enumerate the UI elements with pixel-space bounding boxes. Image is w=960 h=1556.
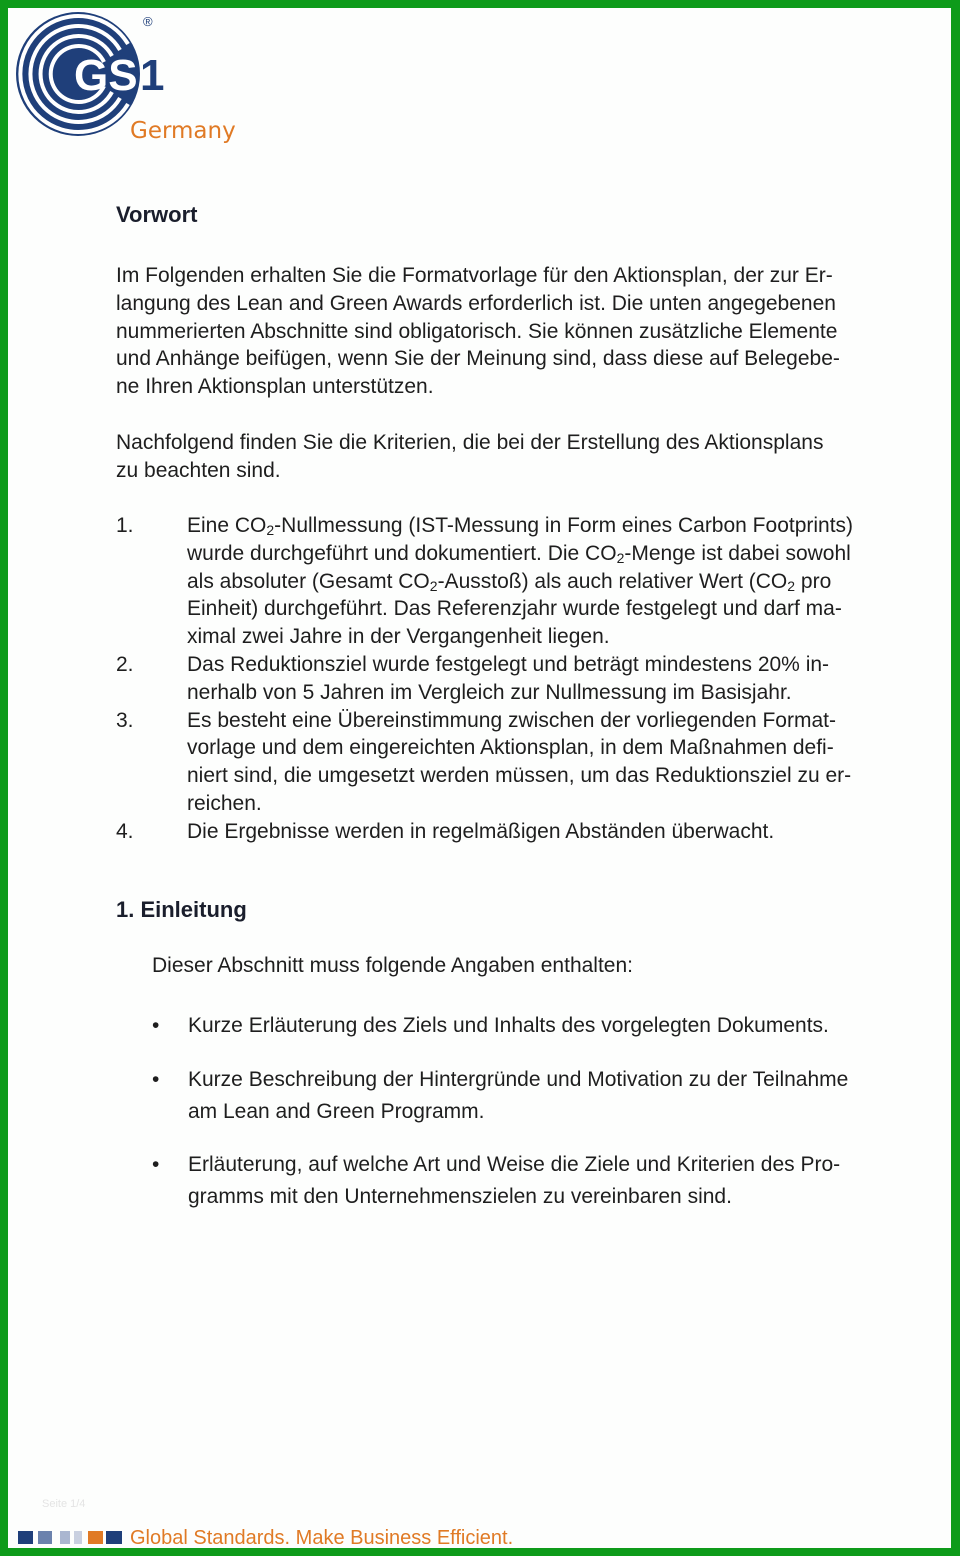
criterion-line: reichen. <box>187 792 262 815</box>
footer-tagline: Global Standards. Make Business Efficient. <box>130 1527 514 1549</box>
svg-text:®: ® <box>143 14 153 29</box>
paragraph-line: Im Folgenden erhalten Sie die Formatvorlage für den Aktionsplan, der zur Er- <box>116 264 833 287</box>
paragraph-line: nummerierten Abschnitte sind obligatorisch. Sie können zusätzliche Elemente <box>116 319 838 343</box>
subscript: 2 <box>616 549 625 566</box>
svg-text:Germany: Germany <box>130 118 236 144</box>
list-item-line: gramms mit den Unternehmenszielen zu vereinbaren sind. <box>188 1185 732 1208</box>
criterion-line: vorlage und dem eingereichten Aktionsplan, in dem Maßnahmen defi- <box>187 736 834 760</box>
svg-text:GS: GS <box>74 51 138 100</box>
list-item-line: Erläuterung, auf welche Art und Weise die Ziele und Kriterien des Pro- <box>188 1153 841 1176</box>
bullet-icon: • <box>152 1068 160 1091</box>
criterion-line: Das Reduktionsziel wurde festgelegt und beträgt mindestens 20% in- <box>187 653 830 676</box>
paragraph-line: zu beachten sind. <box>116 458 281 482</box>
footer-square <box>18 1531 33 1544</box>
list-item-line: Kurze Erläuterung des Ziels und Inhalts des vorgelegten Dokuments. <box>188 1014 829 1037</box>
criterion-line: ximal zwei Jahre in der Vergangenheit liegen. <box>187 625 610 649</box>
list-item-line: Kurze Beschreibung der Hintergründe und Motivation zu der Teilnahme <box>188 1068 849 1091</box>
criterion-line: Einheit) durchgeführt. Das Referenzjahr wurde festgelegt und darf ma- <box>187 597 842 621</box>
section-intro: Dieser Abschnitt muss folgende Angaben enthalten: <box>152 954 633 977</box>
footer-bar <box>8 1520 951 1548</box>
bullet-icon: • <box>152 1014 160 1037</box>
footer-square <box>88 1531 103 1544</box>
heading-einleitung: 1. Einleitung <box>116 897 247 922</box>
paragraph-line: Nachfolgend finden Sie die Kriterien, die bei der Erstellung des Aktionsplans <box>116 431 824 454</box>
footer-square <box>38 1531 52 1544</box>
criterion-number: 4. <box>116 819 134 843</box>
gs1-logo-graphic <box>8 8 248 148</box>
faint-page-note: Seite 1/4 <box>42 1498 86 1510</box>
footer-square <box>74 1531 82 1544</box>
gs1-logo <box>8 8 248 148</box>
subscript: 2 <box>429 577 438 594</box>
subscript: 2 <box>266 522 275 538</box>
criterion-line: Die Ergebnisse werden in regelmäßigen Abständen überwacht. <box>187 819 775 843</box>
subscript: 2 <box>787 577 796 594</box>
criterion-line: als absoluter (Gesamt $CO_2-Ausstoß$) als auch relativer Wert ($CO_2$ pro <box>187 569 832 594</box>
svg-text:1: 1 <box>140 51 165 100</box>
list-item-line: am Lean and Green Programm. <box>188 1100 485 1123</box>
criterion-number: 3. <box>116 708 134 732</box>
criterion-line: Eine $CO_2$-Nullmessung (IST-Messung in Form eines Carbon Footprints) <box>187 514 854 538</box>
footer-square <box>106 1531 122 1544</box>
paragraph-line: langung des Lean and Green Awards erforderlich ist. Die unten angegebenen <box>116 291 836 315</box>
criterion-line: Es besteht eine Übereinstimmung zwischen der vorliegenden Format- <box>187 708 836 732</box>
criterion-line: nerhalb von 5 Jahren im Vergleich zur Nullmessung im Basisjahr. <box>187 680 792 704</box>
paragraph-line: und Anhänge beifügen, wenn Sie der Meinung sind, dass diese auf Belegebe- <box>116 347 840 371</box>
criterion-line: niert sind, die umgesetzt werden müssen, um das Reduktionsziel zu er- <box>187 764 852 788</box>
heading-vorwort: Vorwort <box>116 202 198 227</box>
footer-square <box>60 1531 70 1544</box>
criterion-line: wurde durchgeführt und dokumentiert. Die $CO_2$-Menge ist dabei sowohl <box>187 541 851 566</box>
criterion-number: 1. <box>116 514 134 537</box>
paragraph-line: ne Ihren Aktionsplan unterstützen. <box>116 375 434 399</box>
bullet-icon: • <box>152 1153 160 1176</box>
criterion-number: 2. <box>116 653 134 676</box>
